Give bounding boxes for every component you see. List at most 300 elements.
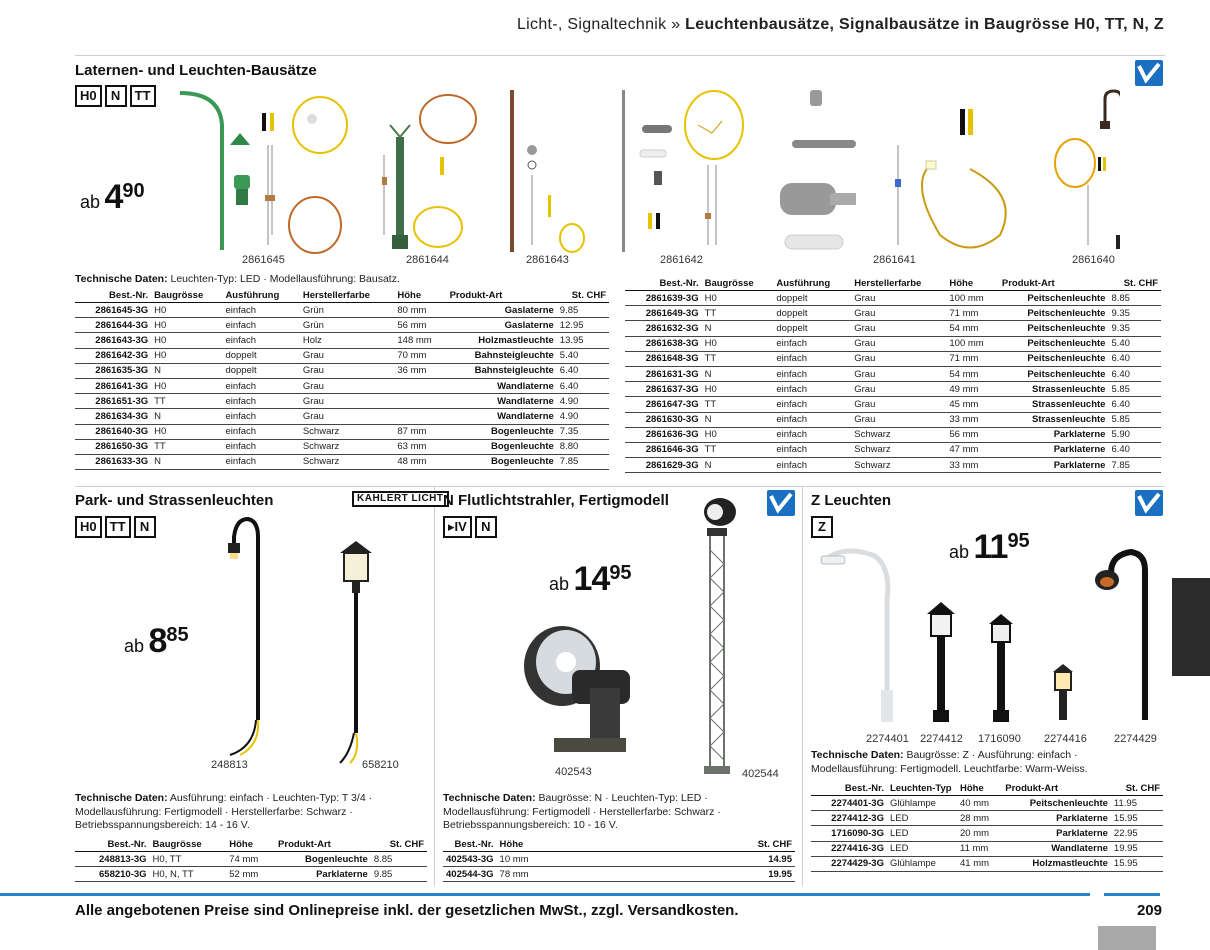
column-header: Herstellerfarbe [851, 277, 946, 291]
table-cell: 2861641-3G [75, 378, 151, 393]
table-row [625, 306, 1161, 321]
table-cell: 2861633-3G [75, 454, 151, 469]
table-cell: einfach [222, 394, 299, 409]
table-cell: 47 mm [946, 442, 999, 457]
table-cell: 7.85 [1108, 458, 1161, 473]
table-cell: 49 mm [946, 382, 999, 397]
table-cell: 4.90 [557, 394, 609, 409]
table-row [75, 424, 609, 439]
table-cell: Strassenleuchte [999, 397, 1109, 412]
column-header: Produkt-Art [447, 289, 557, 303]
table-row [75, 318, 609, 333]
table-cell: LED [887, 826, 957, 841]
table-cell: doppelt [222, 348, 299, 363]
table-cell: einfach [773, 382, 851, 397]
column-header: St. CHF [1108, 277, 1161, 291]
table-cell: LED [887, 841, 957, 856]
table-cell: einfach [773, 397, 851, 412]
table-cell: 2861643-3G [75, 333, 151, 348]
viessmann-logo [1135, 490, 1163, 516]
table-cell: H0 [702, 427, 774, 442]
column-header: Höhe [226, 838, 275, 852]
table-cell: 2861630-3G [625, 412, 702, 427]
table-cell: TT [702, 397, 774, 412]
play-icon: ▸ [448, 519, 455, 534]
column-header: Höhe [957, 782, 1002, 796]
table-cell: 2861644-3G [75, 318, 151, 333]
table-cell: 6.40 [557, 378, 609, 393]
gauge-badge: TT [130, 85, 156, 107]
table-row [625, 291, 1161, 306]
table-cell: einfach [773, 351, 851, 366]
table-cell: Bogenleuchte [447, 454, 557, 469]
table-cell: 8.85 [371, 852, 427, 867]
table-cell: Bogenleuchte [275, 852, 371, 867]
gauge-badge: N [475, 516, 497, 538]
table-cell: 56 mm [394, 318, 446, 333]
table-cell: 13.95 [557, 333, 609, 348]
table-cell: 2861634-3G [75, 409, 151, 424]
column-header: St. CHF [755, 838, 795, 852]
corner-marker [1098, 926, 1156, 950]
table-cell: 8.80 [557, 439, 609, 454]
gauge-badge: TT [105, 516, 131, 538]
column-header: Produkt-Art [999, 277, 1109, 291]
table-row [625, 412, 1161, 427]
divider [75, 55, 1165, 56]
table-cell: Schwarz [851, 458, 946, 473]
table-cell: N [702, 366, 774, 381]
gauge-badge: H0 [75, 85, 102, 107]
table-cell: TT [151, 439, 222, 454]
table-cell: 33 mm [946, 458, 999, 473]
price-table-flutlicht [443, 838, 795, 882]
table-cell: Wandlaterne [447, 378, 557, 393]
table-row [811, 856, 1163, 871]
table-cell: einfach [222, 303, 299, 318]
table-row [75, 852, 427, 867]
article-code: 2861645 [242, 254, 285, 266]
table-cell: Peitschenleuchte [999, 321, 1109, 336]
divider [802, 486, 803, 886]
table-cell: Grau [851, 412, 946, 427]
table-cell: 63 mm [394, 439, 446, 454]
table-cell: einfach [222, 439, 299, 454]
table-cell: Peitschenleuchte [999, 366, 1109, 381]
table-cell: 7.85 [557, 454, 609, 469]
table-cell: Gaslaterne [447, 303, 557, 318]
table-cell: TT [702, 306, 774, 321]
table-cell: 54 mm [946, 366, 999, 381]
table-cell: H0 [151, 424, 222, 439]
table-row [75, 439, 609, 454]
table-cell: 8.85 [1108, 291, 1161, 306]
article-code: 402543 [555, 766, 592, 778]
section-title-flutlicht: N Flutlichtstrahler, Fertigmodell [443, 492, 669, 509]
column-header: Produkt-Art [275, 838, 371, 852]
column-header: St. CHF [1111, 782, 1163, 796]
gauge-badges [75, 85, 156, 107]
column-header: Best.-Nr. [75, 838, 150, 852]
table-cell: Schwarz [300, 424, 395, 439]
table-cell: 70 mm [394, 348, 446, 363]
table-cell: 9.35 [1108, 321, 1161, 336]
article-code: 2861644 [406, 254, 449, 266]
table-row [625, 321, 1161, 336]
table-row [443, 867, 795, 882]
table-cell: 2861642-3G [75, 348, 151, 363]
breadcrumb-category[interactable]: Licht-, Signaltechnik » [516, 16, 681, 33]
table-cell: 2861637-3G [625, 382, 702, 397]
section-title-z: Z Leuchten [811, 492, 892, 509]
table-cell: Grün [300, 318, 395, 333]
table-cell: Parklaterne [999, 458, 1109, 473]
table-row [75, 333, 609, 348]
table-cell: 71 mm [946, 351, 999, 366]
table-cell: Grau [300, 394, 395, 409]
table-cell: einfach [773, 458, 851, 473]
table-cell: TT [151, 394, 222, 409]
table-cell: doppelt [773, 291, 851, 306]
table-cell: 2274429-3G [811, 856, 887, 871]
z-lamp-images [815, 540, 1160, 732]
table-row [625, 351, 1161, 366]
table-cell: 28 mm [957, 811, 1002, 826]
table-cell: N [151, 409, 222, 424]
table-cell: 1716090-3G [811, 826, 887, 841]
table-cell: einfach [222, 378, 299, 393]
table-cell: Wandlaterne [1002, 841, 1111, 856]
table-row [625, 427, 1161, 442]
table-cell: H0 [151, 303, 222, 318]
article-code: 658210 [362, 759, 399, 771]
chapter-tab[interactable] [1172, 578, 1210, 676]
column-header: Höhe [946, 277, 999, 291]
table-cell: Glühlampe [887, 796, 957, 811]
table-row [811, 841, 1163, 856]
price-table-right [625, 277, 1161, 473]
column-header: Ausführung [222, 289, 299, 303]
table-cell: einfach [773, 442, 851, 457]
divider [434, 486, 435, 886]
table-cell: Strassenleuchte [999, 382, 1109, 397]
table-cell: 19.95 [1111, 841, 1163, 856]
table-cell: 6.40 [557, 363, 609, 378]
table-cell: 11 mm [957, 841, 1002, 856]
table-cell: H0 [702, 382, 774, 397]
article-code: 248813 [211, 759, 248, 771]
table-cell: 2861639-3G [625, 291, 702, 306]
table-cell: Peitschenleuchte [999, 306, 1109, 321]
page-number: 209 [1136, 902, 1162, 919]
article-code: 2861642 [660, 254, 703, 266]
gauge-badge-epoch: ▸IV [443, 516, 472, 538]
table-cell: 7.35 [557, 424, 609, 439]
table-cell: Parklaterne [999, 442, 1109, 457]
table-row [75, 378, 609, 393]
table-cell: 20 mm [957, 826, 1002, 841]
table-cell: 9.85 [557, 303, 609, 318]
park-lamp-images [200, 515, 430, 765]
table-cell [394, 378, 446, 393]
table-cell: 248813-3G [75, 852, 150, 867]
article-code: 2274401 [866, 733, 909, 745]
table-cell: 14.95 [755, 852, 795, 867]
table-cell: H0 [702, 336, 774, 351]
table-cell: einfach [222, 454, 299, 469]
table-cell: 2861635-3G [75, 363, 151, 378]
table-cell: doppelt [773, 306, 851, 321]
table-cell: 87 mm [394, 424, 446, 439]
table-cell [394, 409, 446, 424]
table-cell: Bogenleuchte [447, 439, 557, 454]
section-title-park: Park- und Strassenleuchten [75, 492, 274, 509]
table-cell: Holzmastleuchte [447, 333, 557, 348]
bausatz-product-images [170, 85, 1120, 260]
table-cell: 2274416-3G [811, 841, 887, 856]
table-cell: N [702, 321, 774, 336]
footer-note: Alle angebotenen Preise sind Onlinepreise inkl. der gesetzlichen MwSt., zzgl. Versandkosten. [75, 902, 739, 919]
table-cell: Holz [300, 333, 395, 348]
table-cell: Parklaterne [275, 867, 371, 882]
table-cell: Gaslaterne [447, 318, 557, 333]
column-header: Baugrösse [150, 838, 227, 852]
table-cell: einfach [222, 333, 299, 348]
table-cell: 19.95 [755, 867, 795, 882]
article-code: 2861640 [1072, 254, 1115, 266]
price-from: ab 885 [124, 622, 189, 660]
column-header: St. CHF [371, 838, 427, 852]
price-table-park [75, 838, 427, 882]
table-row [75, 363, 609, 378]
gauge-badges [811, 516, 833, 538]
breadcrumb [517, 16, 1164, 34]
table-cell: 48 mm [394, 454, 446, 469]
gauge-badge: N [134, 516, 156, 538]
table-cell: Grau [851, 351, 946, 366]
table-cell: Grau [300, 348, 395, 363]
kahlert-logo: KAHLERT LICHT [352, 491, 449, 507]
table-cell: Parklaterne [1002, 826, 1111, 841]
tech-data-bausaetze: Technische Daten: Leuchten-Typ: LED · Modellausführung: Bausatz. [75, 273, 400, 285]
table-cell: 45 mm [946, 397, 999, 412]
table-row [75, 409, 609, 424]
table-row [625, 458, 1161, 473]
table-cell: N [151, 363, 222, 378]
table-cell: H0 [702, 291, 774, 306]
table-cell: Bahnsteigleuchte [447, 348, 557, 363]
table-cell: 74 mm [226, 852, 275, 867]
table-row [625, 442, 1161, 457]
article-code: 1716090 [978, 733, 1021, 745]
table-cell: 100 mm [946, 336, 999, 351]
table-cell: 36 mm [394, 363, 446, 378]
footer-rule [0, 893, 1090, 896]
gauge-badge: H0 [75, 516, 102, 538]
column-header: Leuchten-Typ [887, 782, 957, 796]
table-row [75, 394, 609, 409]
table-cell: 6.40 [1108, 442, 1161, 457]
table-cell: H0 [151, 348, 222, 363]
table-cell: Grau [851, 397, 946, 412]
table-cell: Peitschenleuchte [999, 351, 1109, 366]
table-cell: H0 [151, 333, 222, 348]
table-cell: 148 mm [394, 333, 446, 348]
table-cell: 2861636-3G [625, 427, 702, 442]
table-cell: H0, N, TT [150, 867, 227, 882]
table-cell: Parklaterne [1002, 811, 1111, 826]
table-cell: N [151, 454, 222, 469]
table-cell: 2861647-3G [625, 397, 702, 412]
viessmann-logo [1135, 60, 1163, 86]
table-cell: 41 mm [957, 856, 1002, 871]
table-cell: einfach [222, 424, 299, 439]
table-cell [394, 394, 446, 409]
table-cell: 6.40 [1108, 351, 1161, 366]
table-cell: Schwarz [851, 442, 946, 457]
table-row [811, 811, 1163, 826]
tech-data-park: Technische Daten: Ausführung: einfach · Leuchten-Typ: T 3/4 · Modellausführung: Fertigmodell · Herstellerfarbe: Schwarz · Betriebsspannungsbereich: 14 - 16 V. [75, 792, 373, 831]
table-cell: 56 mm [946, 427, 999, 442]
table-cell: 5.40 [557, 348, 609, 363]
table-cell: Schwarz [851, 427, 946, 442]
table-cell: Strassenleuchte [999, 412, 1109, 427]
breadcrumb-current: Leuchtenbausätze, Signalbausätze in Baugrösse H0, TT, N, Z [685, 16, 1164, 33]
table-cell: einfach [773, 427, 851, 442]
gauge-badges [443, 516, 497, 538]
table-cell: einfach [773, 412, 851, 427]
footer-rule [1104, 893, 1160, 896]
column-header: Best.-Nr. [443, 838, 497, 852]
table-cell: TT [702, 442, 774, 457]
table-cell: 40 mm [957, 796, 1002, 811]
table-row [625, 366, 1161, 381]
article-code: 2861641 [873, 254, 916, 266]
table-row [625, 336, 1161, 351]
table-cell: N [702, 412, 774, 427]
section-title-bausaetze: Laternen- und Leuchten-Bausätze [75, 62, 317, 79]
table-cell: 80 mm [394, 303, 446, 318]
tech-data-z: Technische Daten: Baugrösse: Z · Ausführung: einfach · Modellausführung: Fertigmodell. Leuchtfarbe: Warm-Weiss. [811, 749, 1088, 775]
table-cell: 22.95 [1111, 826, 1163, 841]
table-row [443, 852, 795, 867]
table-cell: N [702, 458, 774, 473]
table-cell: Peitschenleuchte [1002, 796, 1111, 811]
column-header: Ausführung [773, 277, 851, 291]
table-cell: Grau [851, 336, 946, 351]
table-row [75, 454, 609, 469]
table-cell: 2274401-3G [811, 796, 887, 811]
table-cell: 2861632-3G [625, 321, 702, 336]
article-code: 402544 [742, 768, 779, 780]
table-cell: 5.90 [1108, 427, 1161, 442]
table-cell: Grün [300, 303, 395, 318]
table-cell: doppelt [773, 321, 851, 336]
table-cell: 100 mm [946, 291, 999, 306]
column-header: Herstellerfarbe [300, 289, 395, 303]
table-cell: 2861640-3G [75, 424, 151, 439]
table-cell: 2861649-3G [625, 306, 702, 321]
table-cell: 402543-3G [443, 852, 497, 867]
gauge-badge: Z [811, 516, 833, 538]
table-cell: Parklaterne [999, 427, 1109, 442]
table-cell: 6.40 [1108, 366, 1161, 381]
floodlight-images [510, 490, 790, 780]
table-cell: 2861645-3G [75, 303, 151, 318]
table-cell: Grau [851, 306, 946, 321]
table-cell: einfach [222, 318, 299, 333]
table-cell: Bogenleuchte [447, 424, 557, 439]
table-cell: H0 [151, 318, 222, 333]
column-header: Baugrösse [151, 289, 222, 303]
table-cell: Schwarz [300, 439, 395, 454]
article-code: 2861643 [526, 254, 569, 266]
table-cell: 9.35 [1108, 306, 1161, 321]
table-cell: doppelt [222, 363, 299, 378]
table-cell: Grau [851, 291, 946, 306]
table-cell: 2861648-3G [625, 351, 702, 366]
table-cell: 10 mm [497, 852, 755, 867]
column-header: Baugrösse [702, 277, 774, 291]
gauge-badge: N [105, 85, 127, 107]
table-cell: 402544-3G [443, 867, 497, 882]
table-cell: 5.85 [1108, 412, 1161, 427]
article-code: 2274412 [920, 733, 963, 745]
table-cell: LED [887, 811, 957, 826]
table-cell: 5.85 [1108, 382, 1161, 397]
table-row [625, 382, 1161, 397]
divider [75, 486, 1165, 487]
column-header: Höhe [394, 289, 446, 303]
table-cell: TT [702, 351, 774, 366]
table-cell: Wandlaterne [447, 394, 557, 409]
table-cell: 12.95 [557, 318, 609, 333]
table-cell: 2861646-3G [625, 442, 702, 457]
table-cell: 33 mm [946, 412, 999, 427]
table-cell: 2861631-3G [625, 366, 702, 381]
table-cell: Grau [300, 378, 395, 393]
column-header: Höhe [497, 838, 755, 852]
column-header: Best.-Nr. [811, 782, 887, 796]
table-row [75, 348, 609, 363]
column-header: Best.-Nr. [625, 277, 702, 291]
table-cell: H0 [151, 378, 222, 393]
table-cell: 15.95 [1111, 856, 1163, 871]
table-cell: Holzmastleuchte [1002, 856, 1111, 871]
table-cell: 5.40 [1108, 336, 1161, 351]
table-cell: Schwarz [300, 454, 395, 469]
table-cell: Grau [851, 366, 946, 381]
price-table-left [75, 289, 609, 470]
table-cell: einfach [773, 336, 851, 351]
table-cell: 52 mm [226, 867, 275, 882]
table-cell: einfach [773, 366, 851, 381]
price-table-z [811, 782, 1163, 872]
table-cell: 2861638-3G [625, 336, 702, 351]
article-code: 2274416 [1044, 733, 1087, 745]
table-cell: 6.40 [1108, 397, 1161, 412]
table-cell: 2861651-3G [75, 394, 151, 409]
column-header: St. CHF [557, 289, 609, 303]
table-cell: 658210-3G [75, 867, 150, 882]
table-cell: Peitschenleuchte [999, 336, 1109, 351]
table-cell: Grau [851, 382, 946, 397]
price-from: ab 490 [80, 178, 145, 216]
table-cell: 11.95 [1111, 796, 1163, 811]
table-cell: 2861650-3G [75, 439, 151, 454]
table-cell: 78 mm [497, 867, 755, 882]
table-cell: Grau [851, 321, 946, 336]
